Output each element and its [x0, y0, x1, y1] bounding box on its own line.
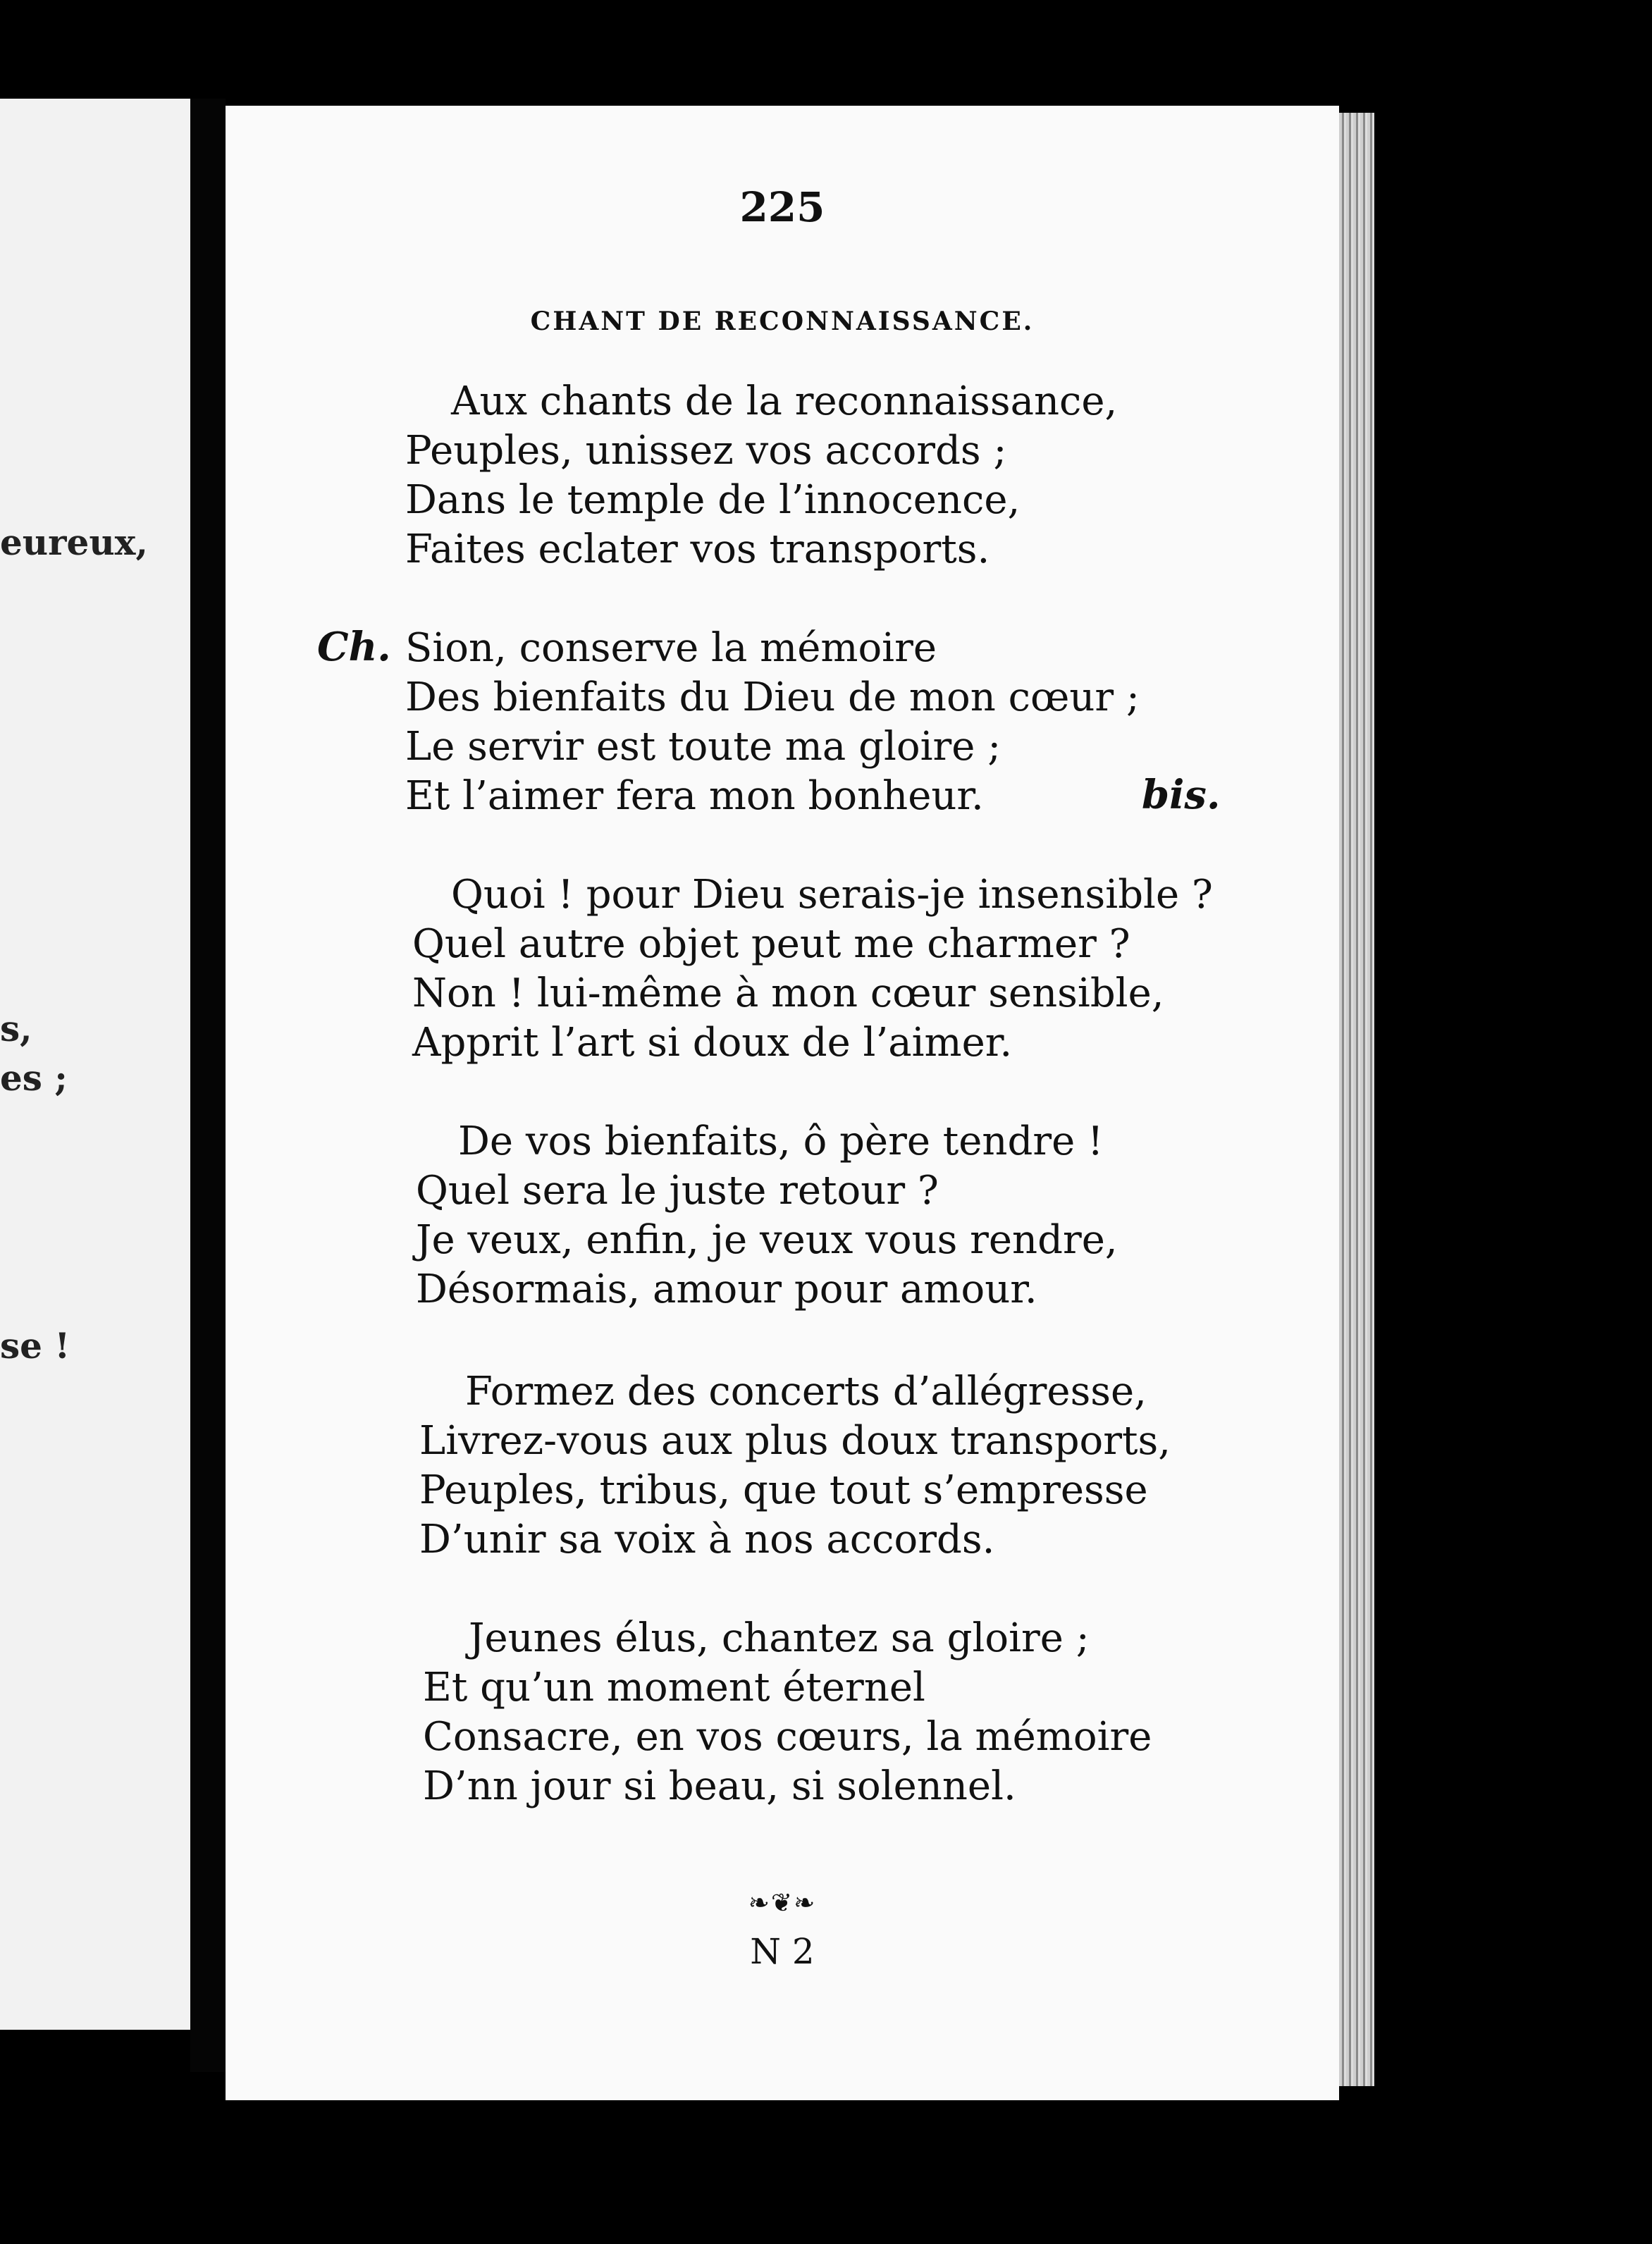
verse-line: Livrez-vous aux plus doux transports,: [419, 1418, 1171, 1464]
verse-line: Quel sera le juste retour ?: [416, 1168, 939, 1214]
verse-line: Des bienfaits du Dieu de mon cœur ;: [405, 674, 1140, 720]
verse-line: Non ! lui-même à mon cœur sensible,: [412, 970, 1164, 1016]
verse-line: Formez des concerts d’allégresse,: [465, 1369, 1147, 1414]
fragment-text: es ;: [0, 1057, 68, 1099]
verse-line: Consacre, en vos cœurs, la mémoire: [423, 1714, 1152, 1760]
verse-line: Quel autre objet peut me charmer ?: [412, 921, 1130, 967]
page-title: CHANT DE RECONNAISSANCE.: [530, 307, 1035, 336]
verse-line: D’nn jour si beau, si solennel.: [423, 1763, 1016, 1809]
verse-line: Peuples, tribus, que tout s’empresse: [419, 1467, 1148, 1513]
fragment-text: se !: [0, 1325, 70, 1367]
book-page: [226, 106, 1339, 2100]
verse-line: Apprit l’art si doux de l’aimer.: [412, 1020, 1013, 1066]
verse-line: Le servir est toute ma gloire ;: [405, 724, 1001, 770]
signature-mark: N 2: [750, 1931, 815, 1972]
verse-line: Désormais, amour pour amour.: [416, 1266, 1037, 1312]
fragment-text: s,: [0, 1008, 32, 1049]
page-number: 225: [739, 183, 825, 231]
verse-line: Sion, conserve la mémoire: [405, 625, 937, 671]
verse-line: Dans le temple de l’innocence,: [405, 477, 1021, 523]
facing-page-fragment: [0, 99, 190, 2030]
fragment-text: eureux,: [0, 522, 148, 563]
verse-line: D’unir sa voix à nos accords.: [419, 1517, 995, 1562]
verse-line: De vos bienfaits, ô père tendre !: [458, 1118, 1104, 1164]
verse-line: Jeunes élus, chantez sa gloire ;: [469, 1615, 1090, 1661]
chorus-marker: Ch.: [317, 624, 391, 670]
verse-line: Et qu’un moment éternel: [423, 1665, 925, 1710]
verse-line: Peuples, unissez vos accords ;: [405, 428, 1007, 474]
verse-line: Faites eclater vos transports.: [405, 526, 990, 572]
verse-line: Quoi ! pour Dieu serais-je insensible ?: [451, 872, 1213, 918]
verse-line: Et l’aimer fera mon bonheur.: [405, 773, 984, 819]
book-gutter: [190, 99, 226, 2072]
verse-line: Je veux, enfin, je veux vous rendre,: [416, 1217, 1118, 1263]
repeat-marker: bis.: [1142, 772, 1221, 818]
ornament-divider: ❧❦❧: [748, 1889, 817, 1918]
page-edge: [1339, 113, 1374, 2086]
verse-line: Aux chants de la reconnaissance,: [451, 378, 1118, 424]
